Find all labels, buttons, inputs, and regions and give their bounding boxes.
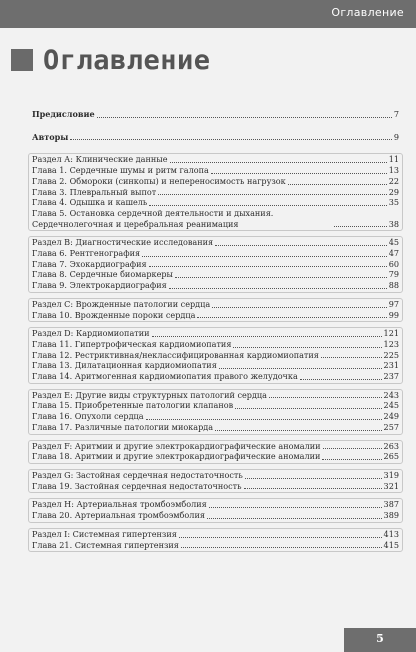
dot-leader: [207, 518, 382, 519]
toc-entry[interactable]: [32, 422, 399, 433]
dot-leader: [175, 277, 387, 278]
toc-entry-page: 47: [388, 248, 399, 259]
toc-entry[interactable]: [32, 109, 399, 120]
toc-section: [28, 236, 403, 293]
toc-entry-page: 265: [383, 451, 399, 462]
toc-entry-label: Глава 8. Сердечные биомаркеры: [32, 269, 173, 280]
dot-leader: [212, 307, 387, 308]
toc-entry-label: Глава 10. Врожденные пороки сердца: [32, 309, 196, 320]
toc-entry[interactable]: [32, 237, 399, 248]
toc-entry[interactable]: [32, 481, 399, 492]
toc-entry-page: 243: [383, 389, 399, 400]
dot-leader: [158, 194, 386, 195]
toc-entry-page: 225: [383, 349, 399, 360]
toc-entry-label: Авторы: [32, 131, 69, 142]
toc-entry-page: 60: [388, 258, 399, 269]
toc-entry-page: 11: [388, 154, 399, 165]
toc-entry-page: 9: [393, 131, 399, 142]
toc-section: [28, 469, 403, 493]
toc-entry-page: 321: [383, 480, 399, 491]
dot-leader: [152, 336, 382, 337]
toc-entry[interactable]: [32, 248, 399, 259]
toc-entry-label: Предисловие: [32, 109, 95, 119]
dot-leader: [321, 357, 382, 358]
toc-entry-label: Глава 16. Опухоли сердца: [32, 411, 144, 422]
toc-entry-label: Раздел D: Кардиомиопатии: [32, 328, 150, 339]
dot-leader: [146, 419, 382, 420]
dot-leader: [179, 537, 382, 538]
toc-entry[interactable]: [32, 299, 399, 310]
dot-leader: [211, 173, 387, 174]
toc-entry-label: Глава 6. Рентгенография: [32, 248, 141, 259]
toc-entry[interactable]: [32, 540, 399, 551]
dot-leader: [300, 379, 382, 380]
toc-entry-page: 245: [383, 400, 399, 411]
toc-entry[interactable]: [32, 510, 399, 521]
title-square-icon: [11, 49, 33, 71]
toc-entry-label: Раздел А: Клинические данные: [32, 154, 168, 165]
toc-entry-page: 263: [383, 440, 399, 451]
toc-entry[interactable]: [32, 132, 399, 143]
toc-section: [28, 298, 403, 322]
toc-entry-page: 13: [388, 165, 399, 176]
toc-entry-page: 7: [393, 109, 399, 119]
toc-entry-page: 99: [388, 309, 399, 320]
dot-leader: [215, 430, 381, 431]
toc-entry[interactable]: [32, 360, 399, 371]
toc-entry-label: Глава 19. Застойная сердечная недостаточность: [32, 480, 242, 491]
dot-leader: [97, 117, 392, 118]
toc-entry-page: 231: [383, 360, 399, 371]
dot-leader: [323, 448, 382, 449]
toc-entry-label: Раздел В: Диагностические исследования: [32, 237, 214, 248]
toc-entry-page: 257: [383, 421, 399, 432]
toc-entry[interactable]: [32, 339, 399, 350]
toc-entry[interactable]: [32, 328, 399, 339]
toc-entry-page: 45: [388, 237, 399, 248]
toc-section: [28, 528, 403, 552]
page-number-tab: [344, 628, 416, 652]
table-of-contents: [28, 108, 403, 557]
toc-entry[interactable]: [32, 208, 399, 229]
toc-entry[interactable]: [32, 529, 399, 540]
toc-entry-label: Глава 21. Системная гипертензия: [32, 539, 179, 550]
toc-entry[interactable]: [32, 350, 399, 361]
dot-leader: [269, 397, 382, 398]
running-header: [0, 0, 416, 28]
dot-leader: [334, 226, 387, 227]
toc-entry-label: Глава 12. Рестриктивная/неклассифицированная кардиомиопатия: [32, 349, 319, 360]
toc-entry[interactable]: [32, 310, 399, 321]
toc-entry-label: Глава 5. Остановка сердечной деятельности и дыхания. Сердечнолегочная и церебральная реанимация: [32, 207, 274, 229]
toc-entry[interactable]: [32, 400, 399, 411]
dot-leader: [219, 368, 382, 369]
toc-entry[interactable]: [32, 259, 399, 270]
toc-entry[interactable]: [32, 390, 399, 401]
toc-entry-label: Глава 15. Приобретенные патологии клапанов: [32, 400, 234, 411]
toc-entry-label: Раздел С: Врожденные патологии сердца: [32, 298, 211, 309]
toc-section: [28, 389, 403, 435]
toc-entry-page: 121: [383, 328, 399, 339]
dot-leader: [233, 347, 381, 348]
page-title: Оглавление: [43, 44, 211, 76]
dot-leader: [169, 288, 387, 289]
toc-entry-label: Глава 9. Электрокардиография: [32, 280, 167, 291]
toc-entry-page: 387: [383, 499, 399, 510]
dot-leader: [245, 478, 382, 479]
toc-entry[interactable]: [32, 411, 399, 422]
toc-entry-page: 38: [388, 218, 399, 229]
toc-entry-label: Глава 1. Сердечные шумы и ритм галопа: [32, 165, 209, 176]
toc-entry-page: 22: [388, 175, 399, 186]
dot-leader: [170, 162, 387, 163]
dot-leader: [215, 245, 387, 246]
dot-leader: [244, 488, 382, 489]
toc-entry-page: 123: [383, 338, 399, 349]
toc-entry-page: 35: [388, 197, 399, 208]
toc-entry[interactable]: [32, 499, 399, 510]
toc-entry-label: Глава 18. Аритмии и другие электрокардиографические аномалии: [32, 451, 321, 462]
toc-section: [28, 498, 403, 522]
toc-entry-label: Раздел F: Аритмии и другие электрокардиографические аномалии: [32, 440, 321, 451]
toc-section: [28, 327, 403, 384]
toc-entry-page: 413: [383, 528, 399, 539]
page-number: 5: [376, 632, 384, 645]
dot-leader: [181, 547, 382, 548]
toc-entry-label: Глава 11. Гипертрофическая кардиомиопатия: [32, 338, 232, 349]
toc-entry[interactable]: [32, 187, 399, 198]
dot-leader: [149, 205, 386, 206]
toc-entry[interactable]: [32, 441, 399, 452]
dot-leader: [322, 459, 381, 460]
dot-leader: [149, 266, 387, 267]
toc-entry-page: 97: [388, 298, 399, 309]
toc-entry-page: 79: [388, 269, 399, 280]
toc-section: [28, 440, 403, 464]
toc-entry[interactable]: [32, 165, 399, 176]
toc-entry-page: 29: [388, 186, 399, 197]
toc-entry[interactable]: [32, 371, 399, 382]
toc-entry-page: 415: [383, 539, 399, 550]
toc-entry-label: Раздел Н: Артериальная тромбоэмболия: [32, 499, 207, 510]
toc-entry[interactable]: [32, 154, 399, 165]
toc-entry-label: Глава 17. Различные патологии миокарда: [32, 421, 214, 432]
toc-entry-page: 237: [383, 371, 399, 382]
toc-entry[interactable]: [32, 197, 399, 208]
title-block: [11, 44, 211, 76]
dot-leader: [142, 256, 387, 257]
toc-entry-label: Глава 14. Аритмогенная кардиомиопатия правого желудочка: [32, 371, 298, 382]
toc-entry-label: Раздел G: Застойная сердечная недостаточность: [32, 469, 243, 480]
toc-section: [28, 131, 403, 145]
toc-entry-label: Глава 3. Плевральный выпот: [32, 186, 157, 197]
toc-entry-label: Раздел I: Системная гипертензия: [32, 528, 177, 539]
dot-leader: [209, 507, 382, 508]
dot-leader: [70, 139, 391, 140]
dot-leader: [197, 317, 386, 318]
toc-entry-label: Глава 7. Эхокардиография: [32, 258, 147, 269]
toc-entry-label: Глава 2. Обмороки (синкопы) и непереносимость нагрузок: [32, 175, 286, 186]
toc-entry-page: 389: [383, 510, 399, 521]
dot-leader: [235, 408, 381, 409]
toc-section: [28, 108, 403, 122]
toc-entry-label: Раздел Е: Другие виды структурных патологий сердца: [32, 389, 267, 400]
running-header-title: Оглавление: [331, 6, 404, 19]
toc-entry[interactable]: [32, 470, 399, 481]
toc-entry[interactable]: [32, 280, 399, 291]
toc-entry-page: 249: [383, 411, 399, 422]
toc-entry[interactable]: [32, 176, 399, 187]
toc-section: [28, 153, 403, 231]
toc-entry-page: 319: [383, 469, 399, 480]
toc-entry-label: Глава 20. Артериальная тромбоэмболия: [32, 510, 205, 521]
toc-entry[interactable]: [32, 451, 399, 462]
toc-entry-page: 88: [388, 280, 399, 291]
dot-leader: [288, 184, 387, 185]
toc-entry-label: Глава 13. Дилатационная кардиомиопатия: [32, 360, 217, 371]
toc-entry[interactable]: [32, 269, 399, 280]
toc-entry-label: Глава 4. Одышка и кашель: [32, 197, 148, 208]
